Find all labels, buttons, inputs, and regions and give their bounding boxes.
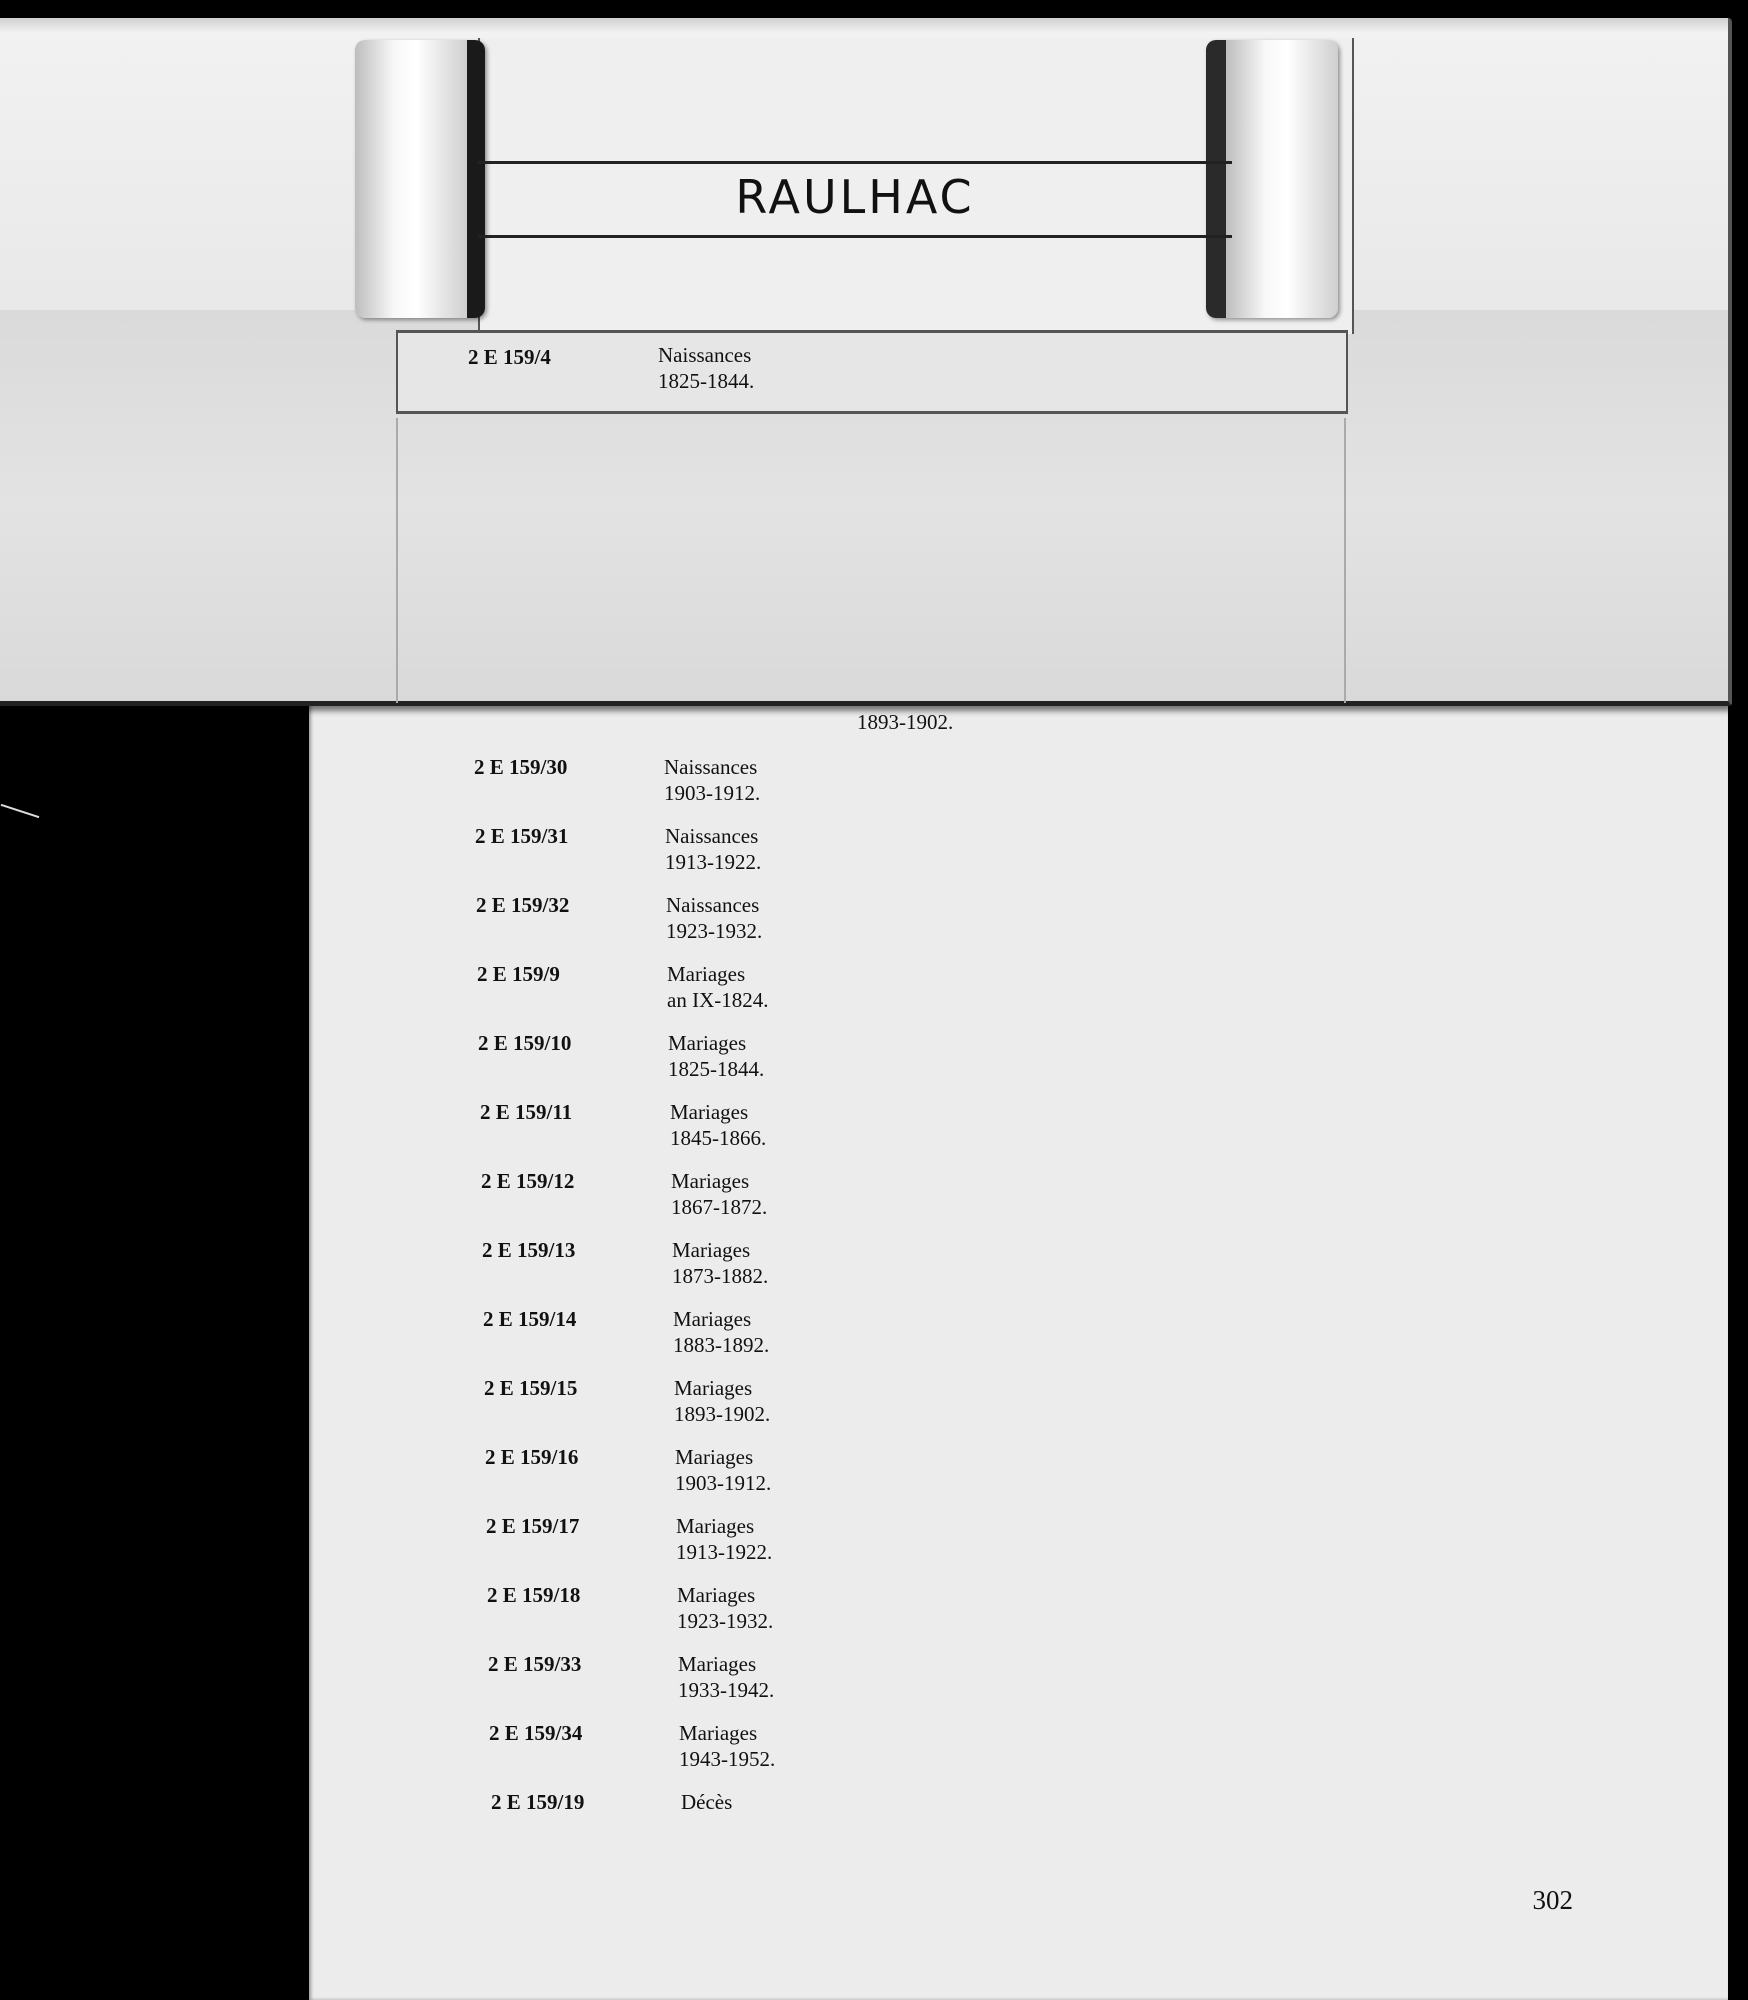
entry-type: Naissances [664, 755, 758, 779]
entry-years: 1845-1866. [670, 1126, 767, 1150]
binder-clip-left [355, 40, 485, 318]
entry-list [309, 690, 1728, 2000]
entry-years: 1903-1912. [664, 781, 761, 805]
entry-type: Mariages [667, 962, 746, 986]
entry-code: 2 E 159/16 [485, 1445, 579, 1469]
entry-type: Mariages [673, 1307, 752, 1331]
entry-years: 1873-1882. [672, 1264, 769, 1288]
entry-years: 1903-1912. [675, 1471, 772, 1495]
entry-years: 1825-1844. [658, 369, 755, 393]
entry-years: 1913-1922. [676, 1540, 773, 1564]
entry-years: 1883-1892. [673, 1333, 770, 1357]
entry-years: 1933-1942. [678, 1678, 775, 1702]
entry-code: 2 E 159/4 [468, 345, 551, 369]
title-rule-top [478, 161, 1232, 164]
entry-code: 2 E 159/34 [489, 1721, 583, 1745]
register-page [309, 690, 1728, 2000]
entry-code: 2 E 159/30 [474, 755, 568, 779]
entry-code: 2 E 159/31 [475, 824, 569, 848]
entry-years: 1893-1902. [674, 1402, 771, 1426]
entry-type: Mariages [675, 1445, 754, 1469]
entry-type: Naissances [666, 893, 760, 917]
card-edge [0, 18, 1728, 32]
entry-years: 1867-1872. [671, 1195, 768, 1219]
entry-code: 2 E 159/15 [484, 1376, 578, 1400]
entry-years: 1923-1932. [666, 919, 763, 943]
title-card [0, 18, 1732, 706]
entry-years: an IX-1824. [667, 988, 769, 1012]
card-entry [396, 330, 1348, 414]
entry-code: 2 E 159/9 [477, 962, 560, 986]
page-number: 302 [1532, 1885, 1573, 1915]
card-divider [1344, 418, 1346, 703]
entry-years: 1943-1952. [679, 1747, 776, 1771]
entry-code: 2 E 159/33 [488, 1652, 582, 1676]
entry-type: Mariages [671, 1169, 750, 1193]
entry-years: 1825-1844. [668, 1057, 765, 1081]
entry-code: 2 E 159/14 [483, 1307, 577, 1331]
entry-type: Naissances [665, 824, 759, 848]
card-divider [396, 418, 398, 703]
entry-code: 2 E 159/18 [487, 1583, 581, 1607]
entry-code: 2 E 159/11 [480, 1100, 573, 1124]
entry-type: Naissances [658, 343, 752, 367]
title-rule-bottom [478, 235, 1232, 238]
entry-code: 2 E 159/13 [482, 1238, 576, 1262]
commune-title: RAULHAC [735, 170, 975, 224]
entry-type: Décès [681, 1790, 733, 1814]
entry-type: Mariages [670, 1100, 749, 1124]
entry-type: Mariages [678, 1652, 757, 1676]
entry-type: Mariages [677, 1583, 756, 1607]
entry-years: 1913-1922. [665, 850, 762, 874]
entry-code: 2 E 159/19 [491, 1790, 585, 1814]
entry-type: Mariages [672, 1238, 751, 1262]
stray-mark [1, 804, 40, 818]
entry-type: Mariages [679, 1721, 758, 1745]
entry-years: 1923-1932. [677, 1609, 774, 1633]
entry-type: Mariages [674, 1376, 753, 1400]
entry-code: 2 E 159/12 [481, 1169, 575, 1193]
entry-code: 2 E 159/10 [478, 1031, 572, 1055]
entry-type: Mariages [676, 1514, 755, 1538]
entry-type: Mariages [668, 1031, 747, 1055]
entry-code: 2 E 159/17 [486, 1514, 580, 1538]
entry-code: 2 E 159/32 [476, 893, 570, 917]
entry-years: 1893-1902. [857, 710, 954, 734]
